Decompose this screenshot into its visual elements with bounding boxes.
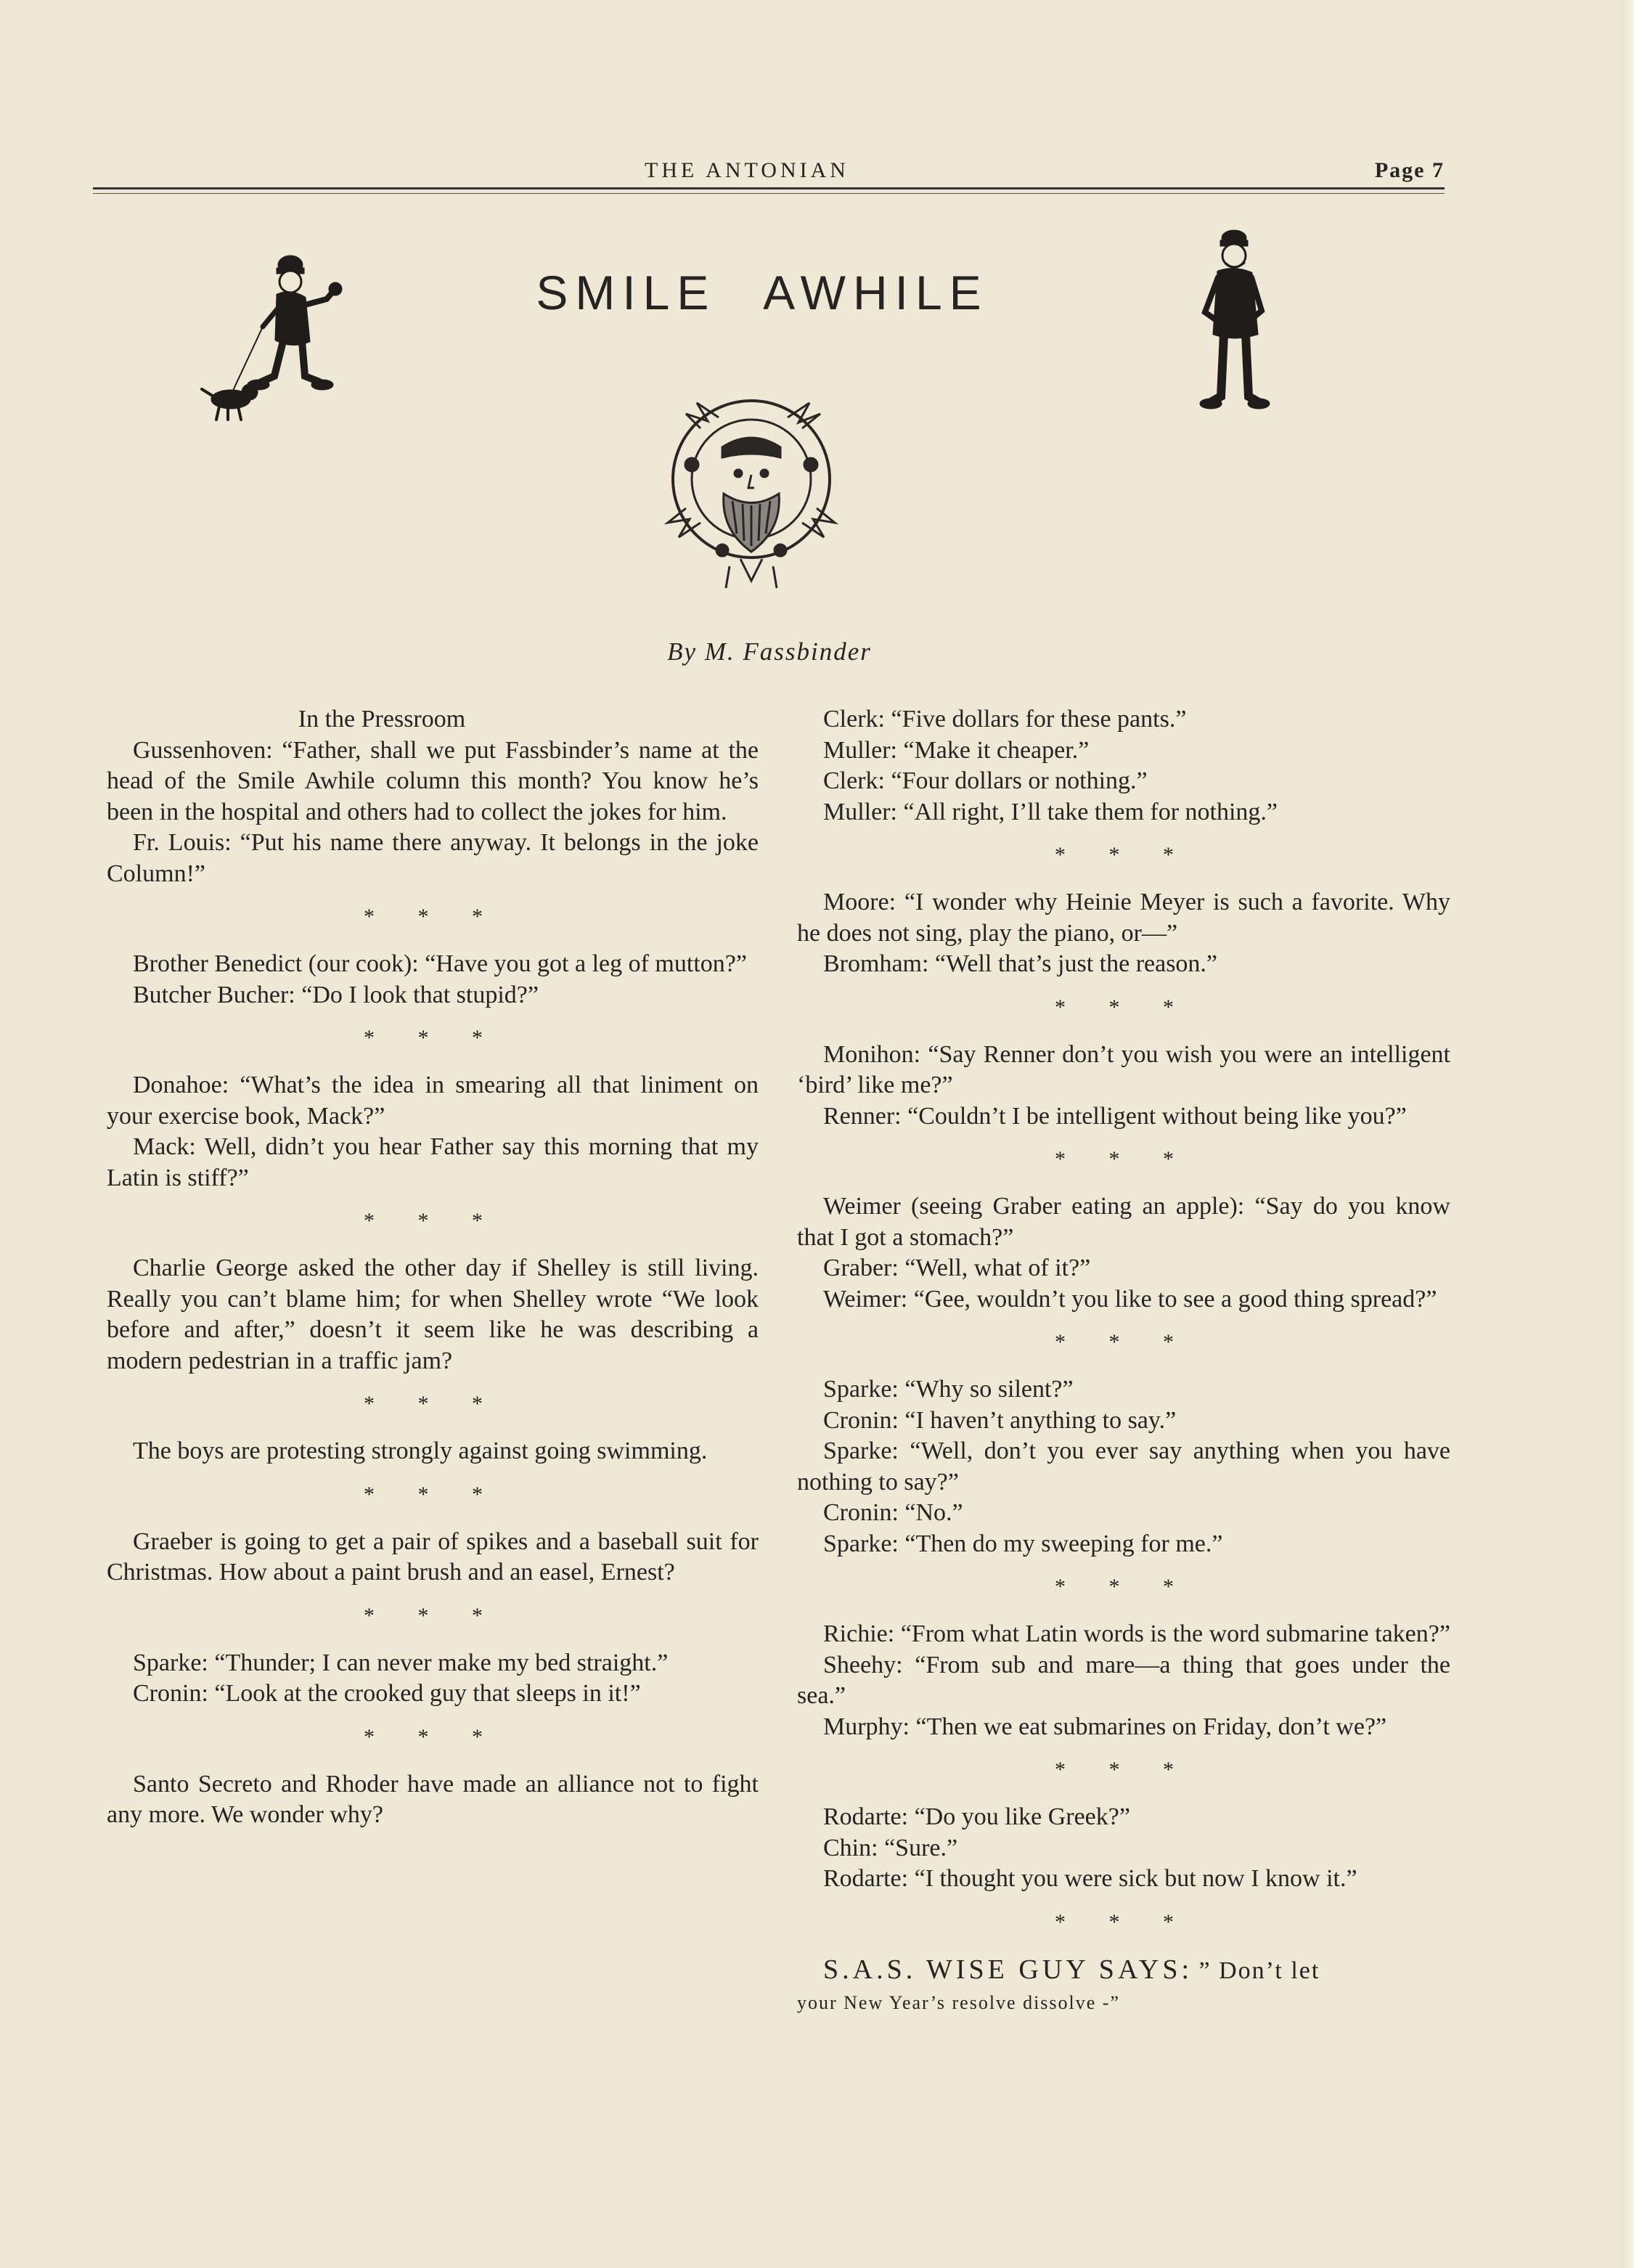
joke-line: Rodarte: “Do you like Greek?” [823, 1803, 1130, 1830]
byline: By M. Fassbinder [667, 637, 872, 666]
joke-block [107, 949, 759, 1011]
joke-line: The boys are protesting strongly against going swimming. [133, 1437, 708, 1464]
joke-line: Graber: “Well, what of it?” [823, 1255, 1091, 1281]
joke-line: Muller: “All right, I’ll take them for nothing.” [823, 798, 1278, 825]
joke-line: Santo Secreto and Rhoder have made an alliance not to fight any more. We wonder why? [107, 1770, 759, 1828]
separator: * * * [1055, 1758, 1193, 1782]
joke-line: Sparke: “Then do my sweeping for me.” [823, 1530, 1223, 1557]
joke-block [797, 1802, 1450, 1895]
joke-line: Bromham: “Well that’s just the reason.” [823, 950, 1218, 977]
joke-line: Murphy: “Then we eat submarines on Friday, don’t we?” [823, 1713, 1387, 1740]
joke-block [797, 1619, 1450, 1742]
joke-line: Sparke: “Well, don’t you ever say anything when you have nothing to say?” [797, 1437, 1450, 1496]
joke-line: Fr. Louis: “Put his name there anyway. It belongs in the joke Column!” [107, 829, 759, 887]
joke-line: Cronin: “I haven’t anything to say.” [823, 1406, 1177, 1434]
standing-man-icon [1183, 225, 1285, 414]
closing-quote-start: ” Don’t let [1198, 1957, 1320, 1984]
separator: * * * [364, 905, 502, 929]
separator: * * * [1055, 1575, 1193, 1599]
page-title: SMILE AWHILE [536, 266, 989, 319]
santa-claus-wreath-icon [657, 385, 846, 603]
joke-line: Cronin: “Look at the crooked guy that sleeps in it!” [133, 1680, 641, 1707]
joke-line: Cronin: “No.” [823, 1499, 963, 1526]
joke-block [797, 887, 1450, 980]
joke-line: Renner: “Couldn’t I be intelligent without being like you?” [823, 1102, 1407, 1130]
joke-block [797, 1374, 1450, 1559]
page-edge [1621, 0, 1634, 2268]
joke-block [107, 1436, 759, 1467]
separator: * * * [1055, 843, 1193, 867]
joke-block [107, 1527, 759, 1588]
closing-lead: S.A.S. WISE GUY SAYS: [823, 1954, 1193, 1985]
joke-line: Chin: “Sure.” [823, 1834, 958, 1861]
separator: * * * [1055, 1330, 1193, 1354]
closing-quote-end: your New Year’s resolve dissolve -” [797, 1992, 1121, 2013]
joke-block [107, 1769, 759, 1831]
joke-line: Charlie George asked the other day if Shelley is still living. Really you can’t blame him; for when Shelley wrote “We look before and after,” doesn’t it seem like he was describing a modern pedestrian in a traffic jam? [107, 1255, 759, 1374]
joke-line: Donahoe: “What’s the idea in smearing all that liniment on your exercise book, Mack?” [107, 1072, 759, 1130]
separator: * * * [1055, 995, 1193, 1019]
section-heading: In the Pressroom [298, 706, 466, 733]
joke-block [797, 704, 1450, 828]
separator: * * * [364, 1026, 502, 1050]
separator: * * * [364, 1603, 502, 1628]
joke-line: Richie: “From what Latin words is the word submarine taken?” [823, 1620, 1450, 1647]
joke-line: Graeber is going to get a pair of spikes and a baseball suit for Christmas. How about a paint brush and an easel, Ernest? [107, 1527, 759, 1586]
page-number: Page 7 [1374, 158, 1445, 182]
publication-name: THE ANTONIAN [645, 158, 849, 182]
joke-block [107, 1070, 759, 1194]
separator: * * * [1055, 1147, 1193, 1171]
separator: * * * [364, 1724, 502, 1749]
right-column [797, 704, 1450, 2019]
joke-block [107, 1648, 759, 1710]
joke-line: Weimer: “Gee, wouldn’t you like to see a good thing spread?” [823, 1285, 1437, 1313]
separator: * * * [364, 1392, 502, 1416]
joke-line: Mack: Well, didn’t you hear Father say this morning that my Latin is stiff?” [107, 1133, 759, 1191]
joke-line: Brother Benedict (our cook): “Have you got a leg of mutton?” [133, 950, 747, 977]
joke-line: Sparke: “Thunder; I can never make my bed straight.” [133, 1649, 669, 1676]
running-header [93, 152, 1445, 196]
joke-block [107, 1253, 759, 1376]
joke-block [797, 1040, 1450, 1133]
joke-line: Sparke: “Why so silent?” [823, 1376, 1074, 1403]
joke-line: Butcher Bucher: “Do I look that stupid?” [133, 981, 539, 1008]
joke-line: Clerk: “Five dollars for these pants.” [823, 706, 1187, 733]
joke-block [797, 1191, 1450, 1315]
header-rule-thin [93, 193, 1445, 194]
joke-line: Moore: “I wonder why Heinie Meyer is such a favorite. Why he does not sing, play the piano, or—” [797, 889, 1450, 947]
closing-quip [797, 1954, 1450, 2019]
joke-line: Gussenhoven: “Father, shall we put Fassbinder’s name at the head of the Smile Awhile column this month? You know he’s been in the hospital and others had to collect the jokes for him. [107, 736, 759, 825]
joke-line: Weimer (seeing Graber eating an apple): “Say do you know that I got a stomach?” [797, 1193, 1450, 1251]
joke-line: Rodarte: “I thought you were sick but now I know it.” [823, 1865, 1357, 1892]
separator: * * * [364, 1482, 502, 1506]
header-rule [93, 187, 1445, 189]
joke-line: Clerk: “Four dollars or nothing.” [823, 767, 1148, 794]
left-column [107, 704, 759, 1831]
separator: * * * [1055, 1909, 1193, 1934]
separator: * * * [364, 1209, 502, 1233]
joke-line: Sheehy: “From sub and mare—a thing that goes under the sea.” [797, 1651, 1450, 1709]
joke-block [107, 735, 759, 890]
man-with-dog-icon [196, 247, 356, 428]
joke-line: Monihon: “Say Renner don’t you wish you were an intelligent ‘bird’ like me?” [797, 1040, 1450, 1098]
joke-line: Muller: “Make it cheaper.” [823, 736, 1090, 764]
